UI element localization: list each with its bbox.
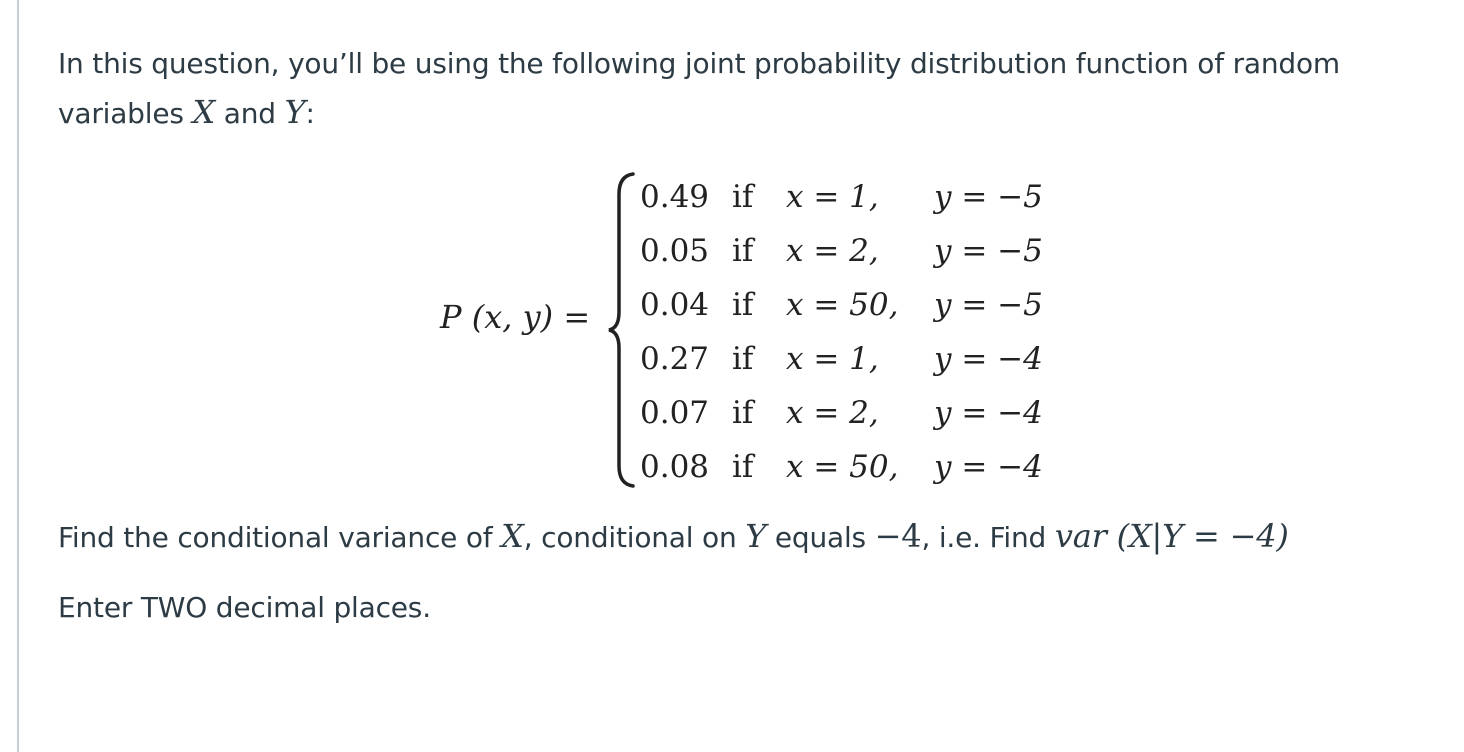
question-paragraph [58, 512, 1289, 562]
question-value: −4 [874, 517, 922, 555]
question-text-1: Find the conditional variance of [58, 521, 502, 554]
joint-pdf-formula [58, 170, 1438, 490]
case-probability: 0.04 [640, 287, 710, 323]
case-x-condition: x = 50, [786, 287, 899, 323]
case-if: if [732, 395, 754, 431]
case-if: if [732, 233, 754, 269]
var-y: Y [284, 93, 306, 131]
case-y-condition: y = −4 [934, 395, 1043, 431]
question-var-y: Y [745, 517, 767, 555]
case-row [640, 386, 1064, 440]
case-row [640, 332, 1064, 386]
cases-table [640, 170, 1064, 494]
case-y-condition: y = −5 [934, 287, 1043, 323]
left-brace-icon [603, 170, 639, 490]
intro-paragraph [58, 40, 1438, 138]
colon: : [305, 97, 315, 130]
formula-lhs [440, 298, 590, 336]
case-row [640, 440, 1064, 494]
case-x-condition: x = 1, [786, 341, 879, 377]
case-y-condition: y = −4 [934, 341, 1043, 377]
case-x-condition: x = 1, [786, 179, 879, 215]
question-text-2: , conditional on [523, 521, 746, 554]
and-word: and [215, 97, 285, 130]
case-probability: 0.49 [640, 179, 710, 215]
case-row [640, 278, 1064, 332]
instruction-paragraph [58, 584, 431, 632]
case-row [640, 170, 1064, 224]
question-text-3: equals [766, 521, 875, 554]
conditional-variance-expression: var (X|Y = −4) [1054, 517, 1289, 555]
case-y-condition: y = −5 [934, 233, 1043, 269]
case-probability: 0.08 [640, 449, 710, 485]
question-var-x: X [501, 517, 524, 555]
case-row [640, 224, 1064, 278]
case-if: if [732, 341, 754, 377]
instruction-text: Enter TWO decimal places. [58, 591, 431, 624]
case-probability: 0.27 [640, 341, 710, 377]
case-if: if [732, 449, 754, 485]
case-probability: 0.07 [640, 395, 710, 431]
question-text-4: , i.e. Find [921, 521, 1055, 554]
case-x-condition: x = 2, [786, 395, 879, 431]
case-y-condition: y = −4 [934, 449, 1043, 485]
var-x: X [192, 93, 216, 131]
intro-text: In this question, you’ll be using the following joint probability distribution function of random variables [58, 47, 1340, 130]
left-border [0, 0, 19, 752]
case-x-condition: x = 2, [786, 233, 879, 269]
question-content [58, 40, 1438, 624]
case-if: if [732, 287, 754, 323]
case-x-condition: x = 50, [786, 449, 899, 485]
case-probability: 0.05 [640, 233, 710, 269]
lhs-text: P (x, y) = [440, 298, 591, 336]
case-y-condition: y = −5 [934, 179, 1043, 215]
case-if: if [732, 179, 754, 215]
